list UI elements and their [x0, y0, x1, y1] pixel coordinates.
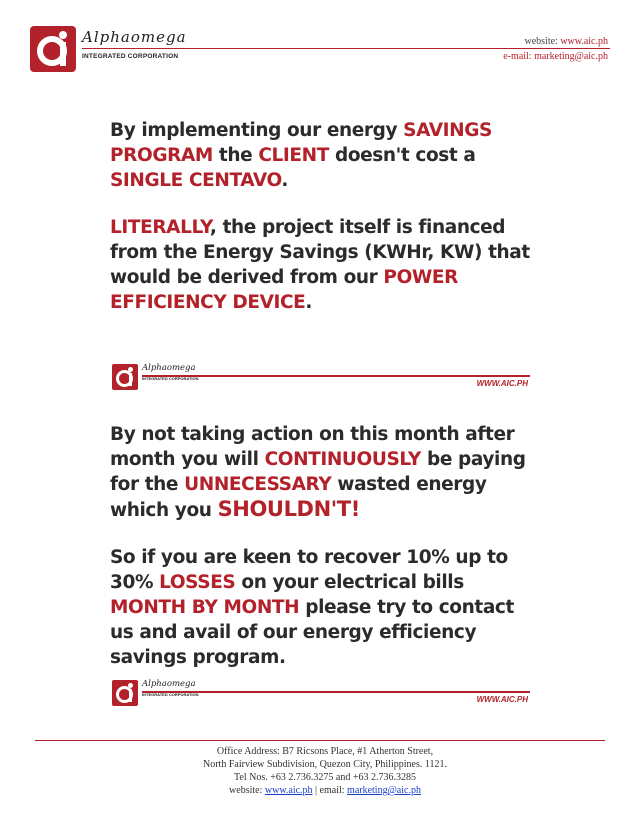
highlight-text: SAVINGS PROGRAM [110, 120, 492, 166]
banner-brand-name: Alphaomega [142, 679, 196, 689]
banner-logo-icon [112, 680, 138, 706]
highlight-text: POWER EFFICIENCY DEVICE [110, 267, 458, 313]
banner-brand-subtitle: INTEGRATED CORPORATION [142, 692, 199, 697]
highlight-text: CONTINUOUSLY [264, 449, 421, 470]
body-text: doesn't cost a [328, 145, 476, 166]
letterhead [30, 26, 610, 76]
flyer-banner-2 [112, 680, 530, 708]
footer-line-3: Tel Nos. +63 2.736.3275 and +63 2.736.3285 [234, 772, 416, 783]
header-contact [503, 34, 608, 64]
banner-website: WWW.AIC.PH [476, 695, 528, 704]
body-text: By implementing our energy [110, 120, 404, 141]
flyer-banner-1 [112, 364, 530, 392]
footer-line-4 [160, 784, 490, 797]
body-text: , the project itself is financed from the Energy Savings (KWHr, KW) that would be derived from our [110, 217, 530, 288]
body-text: wasted energy which you [110, 474, 487, 521]
footer-divider [35, 740, 605, 741]
brand-subtitle: INTEGRATED CORPORATION [82, 53, 179, 60]
highlight-text: UNNECESSARY [184, 474, 332, 495]
banner-divider [142, 691, 530, 693]
body-text: be paying for the [110, 449, 526, 495]
footer-website-link[interactable]: www.aic.ph [264, 785, 313, 796]
flyer-upper [110, 118, 540, 315]
company-logo-icon [30, 26, 76, 72]
footer-address [160, 745, 490, 797]
footer-line-1: Office Address: B7 Ricsons Place, #1 Atherton Street, [216, 746, 434, 757]
body-text: By not taking action on this month after month you will [110, 424, 515, 470]
flyer-lower [110, 422, 540, 670]
brand-name: Alphaomega [82, 28, 187, 46]
header-website-link[interactable]: www.aic.ph [560, 36, 608, 47]
highlight-text: MONTH BY MONTH [110, 597, 300, 618]
header-website-label: website: [524, 36, 561, 47]
flyer-paragraph-4 [110, 545, 540, 670]
footer-email-link[interactable]: marketing@aic.ph [347, 785, 421, 796]
body-text: So if you are keen to recover 10% up to 30% [110, 547, 508, 593]
body-text: on your electrical bills [235, 572, 464, 593]
flyer-paragraph-1 [110, 118, 540, 193]
highlight-text: SHOULDN'T! [217, 497, 360, 521]
header-email-label: e-mail: [503, 51, 535, 62]
flyer-paragraph-2 [110, 215, 540, 315]
banner-logo-icon [112, 364, 138, 390]
footer-website-label: website: [229, 785, 265, 796]
footer-email-label: | email: [312, 785, 348, 796]
footer-line-2: North Fairview Subdivision, Quezon City, Philippines. 1121. [203, 759, 447, 770]
highlight-text: LOSSES [159, 572, 236, 593]
header-email-link[interactable]: marketing@aic.ph [534, 51, 608, 62]
highlight-text: SINGLE CENTAVO [110, 170, 282, 191]
body-text: the [212, 145, 259, 166]
banner-brand-name: Alphaomega [142, 363, 196, 373]
highlight-text: CLIENT [258, 145, 329, 166]
body-text: . [281, 170, 289, 191]
flyer-paragraph-3 [110, 422, 540, 523]
header-email-line [503, 49, 608, 64]
banner-divider [142, 375, 530, 377]
highlight-text: LITERALLY [110, 217, 210, 238]
body-text: . [305, 292, 313, 313]
banner-website: WWW.AIC.PH [476, 379, 528, 388]
body-text: please try to contact us and avail of our energy efficiency savings program. [110, 597, 514, 668]
header-website-line [503, 34, 608, 49]
banner-brand-subtitle: INTEGRATED CORPORATION [142, 376, 199, 381]
